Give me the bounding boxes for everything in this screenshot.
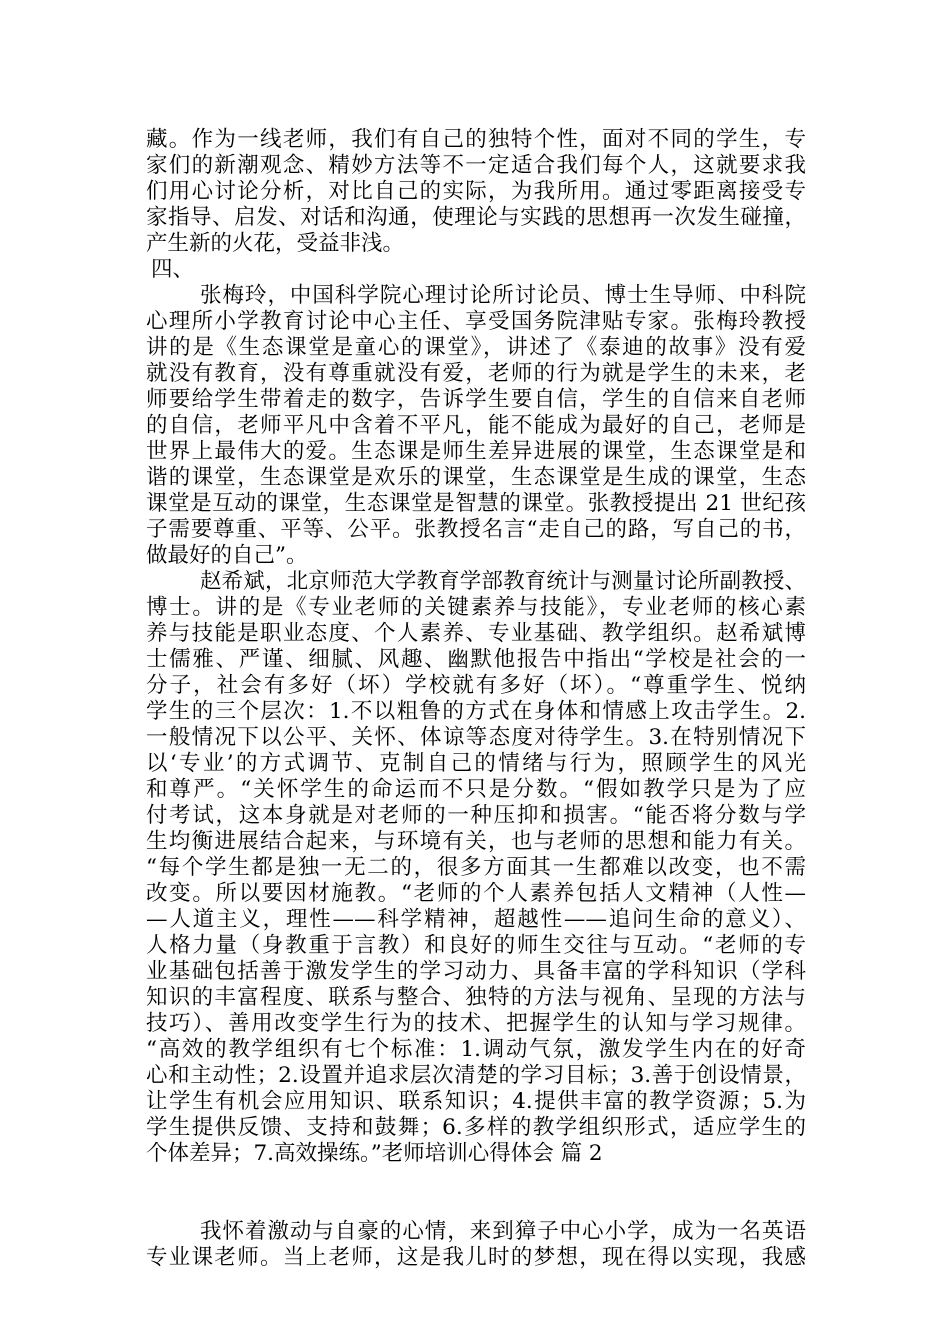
text-line: 养与技能是职业态度、个人素养、专业基础、教学组织。赵希斌博 [146, 621, 806, 646]
text-line: 们用心讨论分析，对比自己的实际，为我所用。通过零距离接受专 [146, 179, 806, 204]
text-line: 人格力量（身教重于言教）和良好的师生交往与互动。“老师的专 [146, 933, 806, 958]
text-line: 家指导、启发、对话和沟通，使理论与实践的思想再一次发生碰撞， [146, 205, 806, 230]
text-line: 家们的新潮观念、精妙方法等不一定适合我们每个人，这就要求我 [146, 153, 806, 178]
text-line: 技巧）、善用改变学生行为的技术、把握学生的认知与学习规律。 [146, 1011, 806, 1036]
text-line: 改变。所以要因材施教。“老师的个人素养包括人文精神（人性— [146, 881, 806, 906]
text-line: 课堂是互动的课堂，生态课堂是智慧的课堂。张教授提出 21 世纪孩 [146, 491, 806, 516]
text-line: 付考试，这本身就是对老师的一种压抑和损害。“能否将分数与学 [146, 803, 806, 828]
section-heading: 四、 [151, 257, 195, 282]
text-line: 赵希斌，北京师范大学教育学部教育统计与测量讨论所副教授、 [200, 569, 806, 594]
text-line: 士儒雅、严谨、细腻、风趣、幽默他报告中指出“学校是社会的一 [146, 647, 806, 672]
text-line: 学生提供反馈、支持和鼓舞；6.多样的教学组织形式，适应学生的 [146, 1115, 806, 1140]
text-line: 业基础包括善于激发学生的学习动力、具备丰富的学科知识（学科 [146, 959, 806, 984]
text-line: 学生的三个层次：1.不以粗鲁的方式在身体和情感上攻击学生。2. [146, 699, 806, 724]
text-line: 让学生有机会应用知识、联系知识；4.提供丰富的教学资源；5.为 [146, 1089, 806, 1114]
text-line: 心理所小学教育讨论中心主任、享受国务院津贴专家。张梅玲教授 [146, 309, 806, 334]
text-line: 就没有教育，没有尊重就没有爱，老师的行为就是学生的未来，老 [146, 361, 806, 386]
text-line: 做最好的自己”。 [146, 543, 308, 568]
text-line: 生均衡进展结合起来，与环境有关，也与老师的思想和能力有关。 [146, 829, 806, 854]
text-line: 知识的丰富程度、联系与整合、独特的方法与视角、呈现的方法与 [146, 985, 806, 1010]
text-line: 一般情况下以公平、关怀、体谅等态度对待学生。3.在特别情况下 [146, 725, 806, 750]
text-line: 和尊严。“关怀学生的命运而不只是分数。“假如教学只是为了应 [146, 777, 806, 802]
text-line: 张梅玲，中国科学院心理讨论所讨论员、博士生导师、中科院 [200, 283, 806, 308]
text-line: 博士。讲的是《专业老师的关键素养与技能》，专业老师的核心素 [146, 595, 806, 620]
text-line: 的自信，老师平凡中含着不平凡，能不能成为最好的自己，老师是 [146, 413, 806, 438]
text-line: 个体差异；7.高效操练。”老师培训心得体会 篇 2 [146, 1141, 603, 1166]
text-line: 心和主动性；2.设置并追求层次清楚的学习目标；3.善于创设情景， [146, 1063, 806, 1088]
text-line: “每个学生都是独一无二的，很多方面其一生都难以改变，也不需 [146, 855, 806, 880]
text-line: 谐的课堂，生态课堂是欢乐的课堂，生态课堂是生成的课堂，生态 [146, 465, 806, 490]
text-line: 以‘专业’的方式调节、克制自己的情绪与行为，照顾学生的风光 [146, 751, 806, 776]
text-line: 讲的是《生态课堂是童心的课堂》，讲述了《泰迪的故事》没有爱 [146, 335, 806, 360]
text-line: 分子，社会有多好（坏）学校就有多好（坏）。“尊重学生、悦纳 [146, 673, 806, 698]
text-line: “高效的教学组织有七个标准：1.调动气氛，激发学生内在的好奇 [146, 1037, 806, 1062]
text-line: 师要给学生带着走的数字，告诉学生要自信，学生的自信来自老师 [146, 387, 806, 412]
text-line: 世界上最伟大的爱。生态课是师生差异进展的课堂，生态课堂是和 [146, 439, 806, 464]
text-line: —人道主义，理性——科学精神，超越性——追问生命的意义）、 [146, 907, 806, 932]
text-line: 我怀着激动与自豪的心情，来到獐子中心小学，成为一名英语 [200, 1219, 806, 1244]
text-line: 专业课老师。当上老师，这是我儿时的梦想，现在得以实现，我感 [146, 1245, 806, 1270]
text-line: 藏。作为一线老师，我们有自己的独特个性，面对不同的学生，专 [146, 127, 806, 152]
text-line: 子需要尊重、平等、公平。张教授名言“走自己的路，写自己的书， [146, 517, 806, 542]
text-line: 产生新的火花，受益非浅。 [146, 231, 405, 256]
